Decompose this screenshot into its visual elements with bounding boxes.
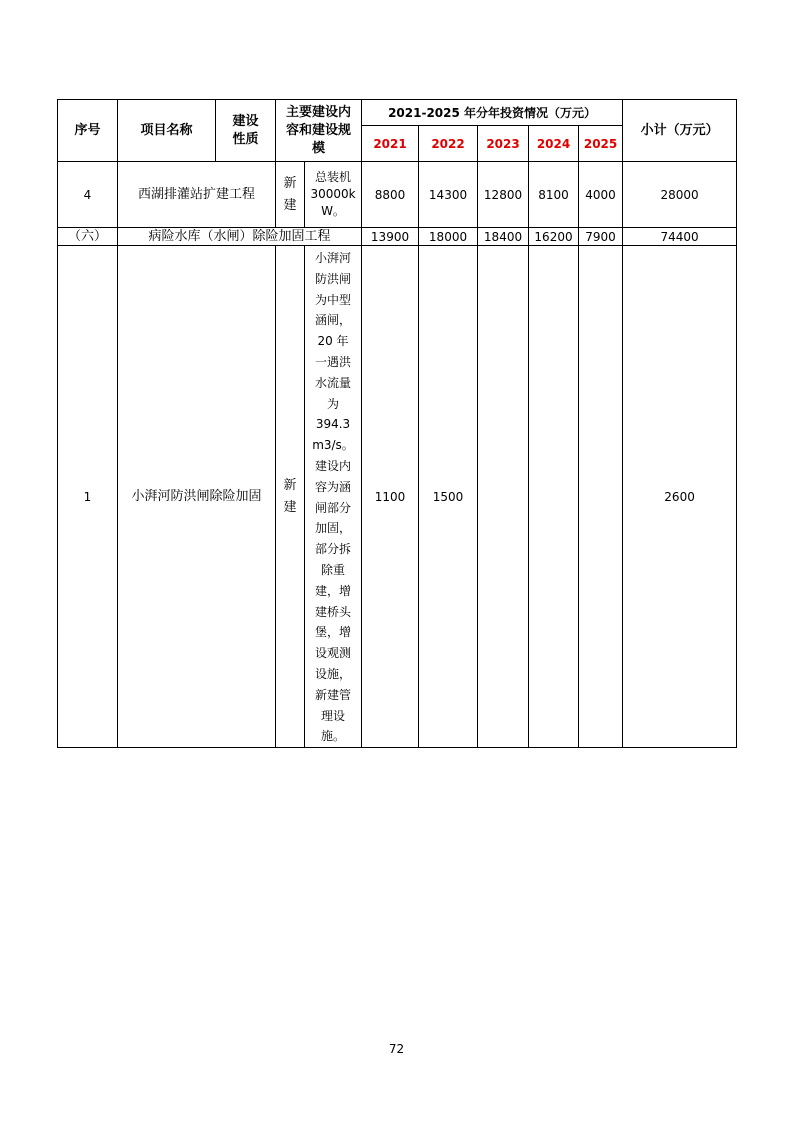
row-content-line: 施。 [321,729,346,744]
value-2021: 8800 [362,162,419,228]
value-2021: 1100 [362,246,419,748]
header-nature: 建设性质 [216,100,276,162]
row-content-line: 除重 [321,562,346,577]
row-content-line: 建设内 [315,458,352,473]
row-content-line: 为中型 [315,292,352,307]
header-row [58,100,737,126]
value-2023: 12800 [478,162,529,228]
row-subtotal: 74400 [623,228,737,246]
group-name: 病险水库（水闸）除险加固工程 [118,228,362,246]
value-2024: 16200 [529,228,579,246]
row-content-line: 防洪闸 [315,271,352,286]
group-label: （六） [58,228,118,246]
row-content-line: m3/s。 [312,438,354,453]
row-content-line: 水流量 [315,375,352,390]
row-project-name: 小湃河防洪闸除险加固 [118,246,276,748]
row-content-line: W。 [321,204,345,218]
year-2021: 2021 [362,126,419,162]
header-content [276,100,362,162]
row-content-line: 涵闸， [315,313,352,328]
row-nature [276,246,305,748]
value-2025: 4000 [579,162,623,228]
row-project-name: 西湖排灌站扩建工程 [118,162,276,228]
value-2023: 18400 [478,228,529,246]
row-content-line: 建桥头 [315,604,352,619]
row-content-line: 设观测 [315,646,352,661]
row-nature-char: 新 [283,175,297,191]
row-content-line: 20 年 [317,334,349,349]
row-content [305,162,362,228]
row-content-line: 新建管 [315,687,352,702]
year-2022: 2022 [419,126,478,162]
value-2021: 13900 [362,228,419,246]
header-project-name: 项目名称 [118,100,216,162]
row-seq: 4 [58,162,118,228]
row-content-line: 394.3 [315,417,351,432]
row-content-line: 30000k [310,187,356,201]
row-seq: 1 [58,246,118,748]
row-nature-char: 新 [283,477,297,493]
row-content-line: 理设 [321,708,346,723]
value-2022: 18000 [419,228,478,246]
page-number: 72 [388,1042,405,1056]
row-content-line: 设施， [315,666,352,681]
header-investment-title: 2021-2025 年分年投资情况（万元） [362,100,623,126]
investment-table [57,99,737,748]
year-2025: 2025 [579,126,623,162]
row-content-line: 堡，增 [315,625,352,640]
header-content-line: 模 [312,140,326,156]
table-row [58,162,737,228]
row-content-line: 为 [327,396,340,411]
value-2025 [579,246,623,748]
row-content-line: 加固， [315,521,352,536]
row-content-line: 建，增 [315,583,352,598]
header-content-line: 主要建设内 [286,104,352,120]
row-content-line: 一遇洪 [315,354,352,369]
header-seq: 序号 [58,100,118,162]
value-2022: 14300 [419,162,478,228]
row-content-line: 部分拆 [315,542,352,557]
row-content-line: 总装机 [315,170,352,184]
row-nature-char: 建 [283,499,297,515]
row-nature-char: 建 [283,197,297,213]
value-2025: 7900 [579,228,623,246]
header-subtotal: 小计（万元） [623,100,737,162]
value-2024 [529,246,579,748]
value-2022: 1500 [419,246,478,748]
value-2023 [478,246,529,748]
row-content-line: 闸部分 [315,500,352,515]
row-content [305,246,362,748]
group-row [58,228,737,246]
row-subtotal: 2600 [623,246,737,748]
row-content-line: 小湃河 [315,251,352,265]
row-nature [276,162,305,228]
year-2023: 2023 [478,126,529,162]
value-2024: 8100 [529,162,579,228]
header-content-line: 容和建设规 [286,122,352,138]
row-subtotal: 28000 [623,162,737,228]
year-2024: 2024 [529,126,579,162]
row-content-line: 容为涵 [315,479,352,494]
table-row [58,246,737,748]
